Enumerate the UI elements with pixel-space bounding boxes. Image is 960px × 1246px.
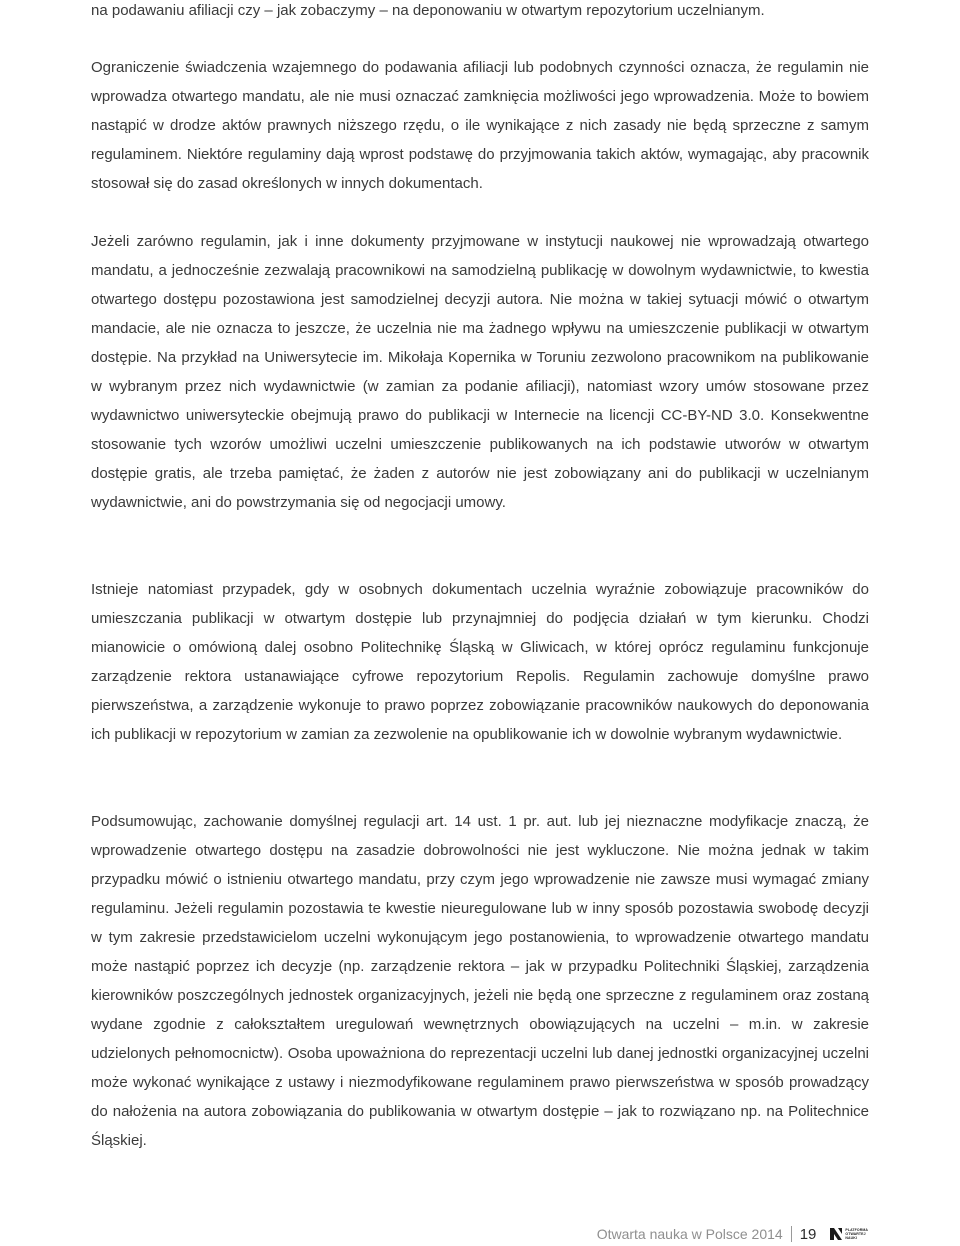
paragraph-1: na podawaniu afiliacji czy – jak zobaczymy – na deponowaniu w otwartym repozytorium uczelnianym. xyxy=(91,2,765,19)
footer-divider xyxy=(791,1226,792,1242)
platforma-otwartej-nauki-logo-icon xyxy=(830,1228,842,1240)
page-number: 19 xyxy=(799,1225,817,1243)
page-footer xyxy=(597,1222,868,1246)
paragraph-2: Ograniczenie świadczenia wzajemnego do podawania afiliacji lub podobnych czynności oznacza, że regulamin nie wprowadza otwartego mandatu, ale nie musi oznaczać zamknięcia możliwości jego wprowadzenia. Może to bowiem nastąpić w drodze aktów prawnych niższego rzędu, o ile wynikające z nich zasady nie będą sprzeczne z samym regulaminem. Niektóre regulaminy dają wprost podstawę do przyjmowania takich aktów, wymagając, aby pracownik stosował się do zasad określonych w innych dokumentach. xyxy=(91,59,869,192)
paragraph-5: Podsumowując, zachowanie domyślnej regulacji art. 14 ust. 1 pr. aut. lub jej nieznaczne modyfikacje znaczą, że wprowadzenie otwartego dostępu na zasadzie dobrowolności nie jest wykluczone. Nie można jednak w takim przypadku mówić o istnieniu otwartego mandatu, przy czym jego wprowadzenie nie zawsze musi wymagać zmiany regulaminu. Jeżeli regulamin pozostawia te kwestie nieuregulowane lub w inny sposób pozostawia swobodę decyzji w tym zakresie przedstawicielom uczelni wykonującym jego postanowienia, to wprowadzenie otwartego mandatu może nastąpić poprzez ich decyzje (np. zarządzenie rektora – jak w przypadku Politechniki Śląskiej, zarządzenia kierowników poszczególnych jednostek organizacyjnych, jeżeli nie będą one sprzeczne z regulaminem oraz zostaną wydane zgodnie z całokształtem uregulowań wewnętrznych obowiązujących na uczelni – m.in. w zakresie udzielonych pełnomocnictw). Osoba upoważniona do reprezentacji uczelni lub danej jednostki organizacyjnej uczelni może wykonać wynikające z ustawy i niezmodyfikowane regulaminem prawo pierwszeństwa w sposób prowadzący do nałożenia na autora zobowiązania do publikowania w otwartym dostępie – jak to rozwiązano np. na Politechnice Śląskiej. xyxy=(91,813,869,1149)
paragraph-4: Istnieje natomiast przypadek, gdy w osobnych dokumentach uczelnia wyraźnie zobowiązuje pracowników do umieszczania publikacji w otwartym dostępie lub przynajmniej do podjęcia działań w tym kierunku. Chodzi mianowicie o omówioną dalej osobno Politechnikę Śląską w Gliwicach, w której oprócz regulaminu funkcjonuje zarządzenie rektora ustanawiające cyfrowe repozytorium Repolis. Regulamin zachowuje domyślne prawo pierwszeństwa, a zarządzenie wykonuje to prawo poprzez zobowiązanie pracowników naukowych do deponowania ich publikacji w repozytorium w zamian za zezwolenie na opublikowanie ich w dowolnie wybranym wydawnictwie. xyxy=(91,581,869,743)
publisher-logo xyxy=(830,1228,868,1240)
publication-title: Otwarta nauka w Polsce 2014 xyxy=(596,1226,783,1242)
logo-word-1: PLATFORMA xyxy=(845,1228,868,1232)
logo-wordmark xyxy=(845,1228,868,1240)
logo-word-2: OTWARTEJ xyxy=(845,1232,866,1236)
paragraph-3: Jeżeli zarówno regulamin, jak i inne dokumenty przyjmowane w instytucji naukowej nie wprowadzają otwartego mandatu, a jednocześnie zezwalają pracownikowi na samodzielną publikację w dowolnym wydawnictwie, to kwestia otwartego dostępu pozostawiona jest samodzielnej decyzji autora. Nie można w takiej sytuacji mówić o otwartym mandacie, ale nie oznacza to jeszcze, że uczelnia nie ma żadnego wpływu na umieszczenie publikacji w otwartym dostępie. Na przykład na Uniwersytecie im. Mikołaja Kopernika w Toruniu zezwolono pracownikom na publikowanie w wybranym przez nich wydawnictwie (w zamian za podanie afiliacji), natomiast wzory umów stosowane przez wydawnictwo uniwersyteckie obejmują prawo do publikacji w Internecie na licencji CC-BY-ND 3.0. Konsekwentne stosowanie tych wzorów umożliwi uczelni umieszczenie publikowanych na ich podstawie utworów w otwartym dostępie gratis, ale trzeba pamiętać, że żaden z autorów nie jest zobowiązany ani do publikacji w uczelnianym wydawnictwie, ani do powstrzymania się od negocjacji umowy. xyxy=(91,233,869,511)
logo-word-3: NAUKI xyxy=(845,1236,857,1240)
